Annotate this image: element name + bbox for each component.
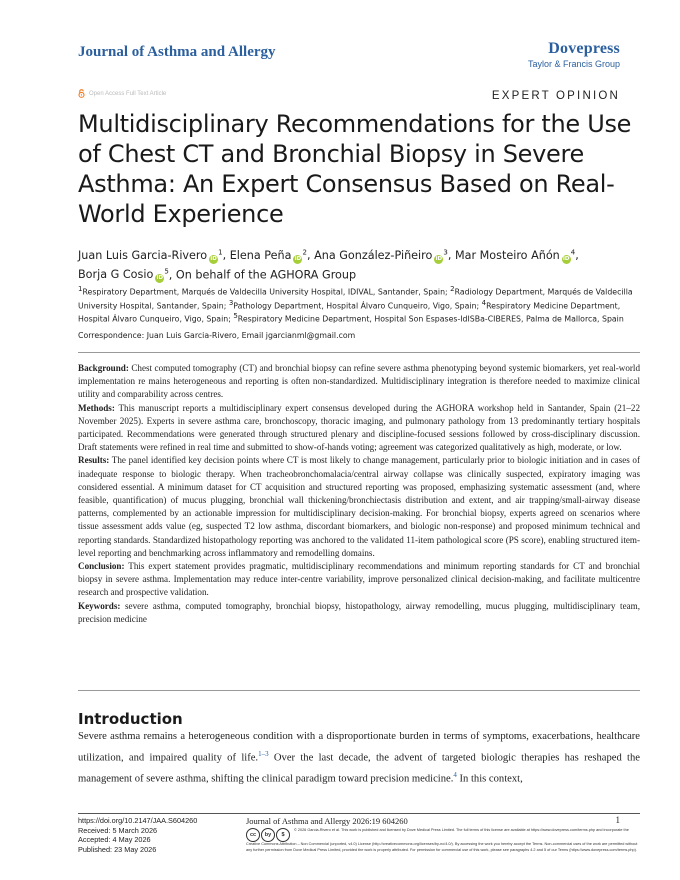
affiliations: [78, 284, 640, 325]
correspondence[interactable]: Correspondence: Juan Luis Garcia-Rivero, Email jgarcianml@gmail.com: [78, 331, 356, 340]
abstract-methods: [78, 402, 640, 455]
affiliation-number: 5: [233, 312, 238, 321]
author[interactable]: [455, 249, 575, 262]
license-text: © 2026 Garcia-Rivero et al. This work is published and licensed by Dove Medical Press Limited. The full terms of this license are available at https://www.dovepress.com/terms.php and incorporate the Creative Commons Attribution – Non Commercial (unported, v4.0) License (http://creativecommons.org/licenses/by-nc/4.0/). By accessing the work you hereby accept the Terms. Non-commercial uses of the work are permitted without any further permission from Dove Medical Press Limited, provided the work is properly attributed. For permission for commercial use of this work, please see paragraphs 4.2 and 5 of our Terms (https://www.dovepress.com/terms.php).: [246, 828, 638, 852]
introduction-heading: Introduction: [78, 710, 183, 728]
page-number: 1: [615, 815, 620, 825]
affiliation-number: 3: [228, 298, 234, 307]
section-text: This expert statement provides pragmatic, multidisciplinary recommendations and minimum reporting standards for CT and bronchial biopsy in severe asthma. Implementation may reduce inter-centre variability, improve personalized clinical decision-making, and facilitate multicentre research and prospective validation.: [78, 561, 640, 598]
affiliation-number: 2: [450, 285, 455, 293]
author-name: Elena Peña: [229, 248, 292, 262]
affiliation-number: 4: [481, 298, 487, 307]
author-separator: ,: [306, 248, 315, 262]
accepted-date: Accepted: 4 May 2026: [78, 835, 151, 844]
abstract-keywords: [78, 600, 640, 626]
author-separator: ,: [222, 248, 230, 262]
citation-ref[interactable]: 4: [453, 770, 457, 779]
author-name: Borja G Cosio: [78, 268, 154, 282]
orcid-icon[interactable]: iD: [435, 255, 443, 262]
author-separator: ,: [447, 248, 455, 262]
affiliation-ref: 1: [218, 248, 223, 256]
section-text: Chest computed tomography (CT) and bronchial biopsy can refine severe asthma phenotyping beyond systemic biomarkers, yet real-world implementation re mains heterogeneous and reporting is often non-standardized. Multidisciplinary integration is therefore needed to maximize clinical utility and comparability across centres.: [78, 363, 640, 400]
section-label: Methods:: [78, 402, 115, 413]
author-separator: ,: [575, 248, 579, 262]
abstract-results: [78, 454, 640, 560]
published-date: Published: 23 May 2026: [78, 844, 157, 854]
affiliation-ref: 4: [570, 248, 576, 256]
affiliation-text: Respiratory Medicine Department, Hospital Son Espases-IdISBa-CIBERES, Palma de Mallorca, Spain: [237, 314, 624, 324]
orcid-icon[interactable]: iD: [156, 275, 164, 282]
body-text: Severe asthma remains a heterogeneous condition with a disproportionate burden in terms of symptoms, exacerbations, healthcare utilization, and impaired quality of life.: [78, 731, 640, 764]
author-name: Juan Luis Garcia-Rivero: [78, 248, 208, 262]
section-text: severe asthma, computed tomography, bronchial biopsy, histopathology, airway remodelling, mucus plugging, multidisciplinary team, precision medicine: [78, 600, 640, 624]
section-text: The panel identified key decision points where CT is most likely to change management, particularly prior to biologic initiation and in cases of inadequate response to biologic therapy. When tracheobronchomalacia/central airway collapse was clinically suspected, expiratory imaging was considered essential. A minimum dataset for CT acquisition and structured reporting was proposed, emphasizing systematic assessment (and, where feasible, quantification) of mucus plugging, bronchial wall thickening/bronchiectasis distribution and extent, and air trapping/small-airway disease patterns, complemented by an actionable impression for multidisciplinary decision-making. For bronchial biopsy, experts agreed on scenarios where tissue assessment adds value (eg, suspected T2 low asthma, discordant biomarkers, and biologic non-response) and proposed minimum technical and reporting standards. Standardized histopathology reporting was anchored to the validated 11-item pathological score (PS score), enabling structured item-level reporting and benchmarking across inflammatory and remodelling domains.: [78, 455, 640, 558]
author[interactable]: [78, 249, 223, 262]
section-label: Background:: [78, 363, 129, 373]
footer-citation: Journal of Asthma and Allergy 2026:19 604260: [246, 816, 408, 826]
affiliation-ref: 5: [164, 267, 169, 276]
section-label: Results:: [78, 455, 110, 466]
author-separator: ,: [168, 268, 176, 282]
affiliation-text: Respiratory Department, Marqués de Valdecilla University Hospital, IDIVAL, Santander, Spain;: [82, 287, 451, 297]
section-label: Conclusion:: [78, 561, 125, 572]
orcid-icon[interactable]: iD: [563, 255, 570, 262]
author-name: Ana González-Piñeiro: [314, 248, 433, 262]
abstract-conclusion: [78, 560, 640, 600]
section-text: This manuscript reports a multidisciplinary expert consensus developed during the AGHORA workshop held in Santander, Spain (21–22 November 2025). Experts in severe asthma care, bronchoscopy, thoracic imaging, and pulmonary pathology from 13 predominantly tertiary hospitals participated. Recommendations were generated through structured plenary and discipline-focused sessions followed by cross-disciplinary discussion. Draft statements were refined in real time and submitted to show-of-hands voting; agreement was categorized qualitatively as high, moderate, or low.: [78, 402, 640, 453]
publisher-logo: [528, 40, 620, 69]
license-notice: [246, 828, 640, 853]
introduction-paragraph: [78, 729, 640, 788]
article-title: Multidisciplinary Recommendations for the Use of Chest CT and Bronchial Biopsy in Severe Asthma: An Expert Consensus Based on Real-World Experience: [78, 110, 632, 228]
open-access-text: Open Access Full Text Article: [89, 90, 167, 97]
body-text: In this context,: [456, 773, 523, 785]
open-access-label: [78, 89, 166, 98]
author-name: Mar Mosteiro Añón: [454, 248, 560, 262]
orcid-icon[interactable]: iD: [210, 255, 217, 262]
author-group: On behalf of the AGHORA Group: [175, 268, 357, 282]
author[interactable]: [230, 249, 307, 262]
publisher-name: Dovepress: [548, 40, 620, 57]
abstract-top-divider: [78, 352, 640, 353]
article-dates: [78, 816, 197, 854]
body-text: Over the last decade, the advent of targeted biologic therapies has reshaped the management of severe asthma, shifting the clinical paradigm toward precision medicine.: [78, 752, 640, 785]
affiliation-ref: 3: [443, 248, 448, 256]
publisher-subtitle: Taylor & Francis Group: [527, 59, 620, 69]
section-label: Keywords:: [78, 600, 121, 611]
author[interactable]: [78, 268, 169, 281]
abstract: [78, 362, 640, 626]
footer-divider: [78, 813, 640, 814]
abstract-background: [78, 362, 640, 402]
journal-name: Journal of Asthma and Allergy: [78, 44, 276, 60]
affiliation-ref: 2: [302, 248, 307, 256]
article-category: EXPERT OPINION: [491, 90, 620, 102]
affiliation-text: Pathology Department, Hospital Álvaro Cunqueiro, Vigo, Spain;: [233, 301, 482, 311]
doi-link[interactable]: https://doi.org/10.2147/JAA.S604260: [78, 816, 198, 825]
affiliation-text: Respiratory Medicine Department, Hospital Álvaro Cunqueiro, Vigo, Spain;: [78, 301, 621, 324]
abstract-bottom-divider: [78, 690, 640, 691]
author-list: [78, 244, 638, 283]
orcid-icon[interactable]: iD: [294, 255, 302, 262]
cc-by-nc-icon[interactable]: cc by $: [246, 828, 291, 842]
author[interactable]: [314, 249, 448, 262]
citation-ref[interactable]: 1–3: [258, 749, 269, 758]
open-access-icon: [78, 89, 85, 98]
affiliation-number: 1: [78, 285, 83, 293]
affiliation-text: Radiology Department, Marqués de Valdecilla University Hospital, Santander, Spain;: [78, 287, 633, 311]
received-date: Received: 5 March 2026: [78, 825, 158, 835]
